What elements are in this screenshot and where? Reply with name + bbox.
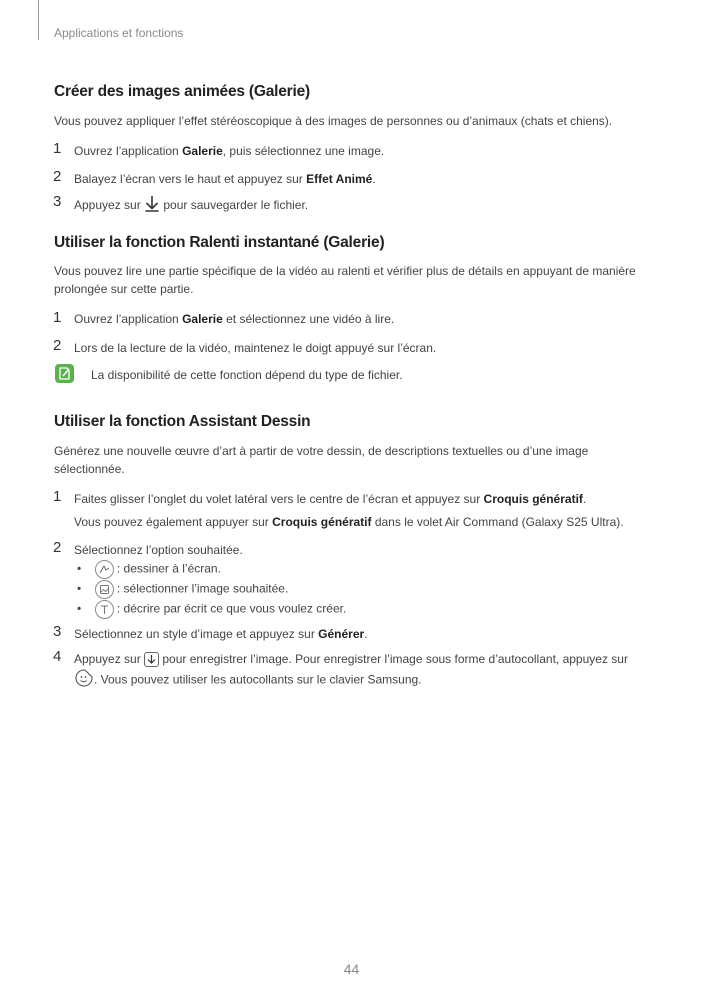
step-text-part: , puis sélectionnez une image. [222, 144, 385, 158]
step-text-part: . [582, 492, 587, 506]
section-title-slow-motion: Utiliser la fonction Ralenti instantané (Galerie) [54, 234, 385, 251]
note-text: La disponibilité de cette fonction dépend du type de fichier. [91, 368, 403, 382]
step-text-continued [74, 668, 422, 693]
step-text-part: pour enregistrer l’image. Pour enregistrer l’image sous forme d’autocollant, appuyez sur [159, 652, 628, 666]
step-text-part: Vous pouvez également appuyer sur [74, 515, 273, 529]
bullet-text: : sélectionner l’image souhaitée. [113, 581, 289, 596]
save-download-icon [144, 652, 159, 667]
step-text-part: . Vous pouvez utiliser les autocollants sur le clavier Samsung. [94, 672, 422, 687]
step-text-part: Appuyez sur [74, 198, 145, 213]
section-title-animated-images: Créer des images animées (Galerie) [54, 83, 310, 100]
page-number: 44 [343, 961, 360, 977]
bullet-item: • : décrire par écrit ce que vous voulez créer. [77, 600, 346, 619]
step-number: 1 [53, 140, 62, 157]
step-text [74, 142, 384, 160]
step-text [74, 650, 628, 668]
step-text [74, 195, 308, 217]
step-number: 1 [53, 488, 62, 505]
step-text: Sélectionnez l’option souhaitée. [74, 543, 243, 557]
note-icon [55, 364, 74, 383]
section-intro: Vous pouvez appliquer l’effet stéréoscopique à des images de personnes ou d’animaux (chats et chiens). [54, 114, 613, 128]
ui-term: Croquis génératif [272, 515, 372, 529]
bullet-text: : dessiner à l’écran. [113, 561, 221, 576]
step-text [74, 625, 368, 643]
running-head: Applications et fonctions [54, 26, 184, 40]
step-subtext [74, 513, 624, 531]
step-text-part: . [372, 172, 376, 186]
step-number: 2 [53, 539, 62, 556]
step-text-part: Sélectionnez un style d’image et appuyez sur [74, 627, 319, 641]
step-number: 4 [53, 648, 62, 665]
ui-term: Générer [318, 627, 365, 641]
step-number: 2 [53, 337, 62, 354]
section-title-drawing-assistant: Utiliser la fonction Assistant Dessin [54, 413, 311, 430]
image-icon [95, 580, 114, 599]
section-intro: Vous pouvez lire une partie spécifique de la vidéo au ralenti et vérifier plus de détails en appuyant de manière prolongée sur cette partie. [54, 264, 636, 296]
text-icon [95, 600, 114, 619]
step-number: 3 [53, 623, 62, 640]
step-text-part: Balayez l’écran vers le haut et appuyez sur [74, 172, 307, 186]
step-text [74, 310, 394, 328]
step-text [74, 490, 586, 508]
sticker-icon [74, 668, 94, 693]
bullet-item: • : sélectionner l’image souhaitée. [77, 580, 288, 599]
bullet-text: : décrire par écrit ce que vous voulez créer. [113, 601, 347, 616]
step-text-part: Ouvrez l’application [74, 144, 183, 158]
draw-icon [95, 560, 114, 579]
step-text-part: . [364, 627, 368, 641]
step-number: 1 [53, 309, 62, 326]
ui-term: Galerie [182, 312, 223, 326]
ui-term: Croquis génératif [483, 492, 583, 506]
step-text-part: Faites glisser l’onglet du volet latéral vers le centre de l’écran et appuyez sur [74, 492, 484, 506]
step-text-part: Appuyez sur [74, 652, 145, 666]
step-text-part: Ouvrez l’application [74, 312, 183, 326]
step-text [74, 170, 376, 188]
bullet-item: • : dessiner à l’écran. [77, 560, 221, 579]
section-intro: Générez une nouvelle œuvre d’art à partir de votre dessin, de descriptions textuelles ou d’une image sélectionnée. [54, 444, 589, 476]
download-icon [144, 195, 160, 217]
step-text: Lors de la lecture de la vidéo, maintenez le doigt appuyé sur l’écran. [74, 341, 437, 355]
step-number: 2 [53, 168, 62, 185]
step-text-part: pour sauvegarder le fichier. [160, 198, 309, 213]
step-text-part: dans le volet Air Command (Galaxy S25 Ultra). [371, 515, 624, 529]
step-text-part: et sélectionnez une vidéo à lire. [222, 312, 395, 326]
ui-term: Effet Animé [306, 172, 373, 186]
ui-term: Galerie [182, 144, 223, 158]
margin-rule [38, 0, 39, 40]
step-number: 3 [53, 193, 62, 210]
